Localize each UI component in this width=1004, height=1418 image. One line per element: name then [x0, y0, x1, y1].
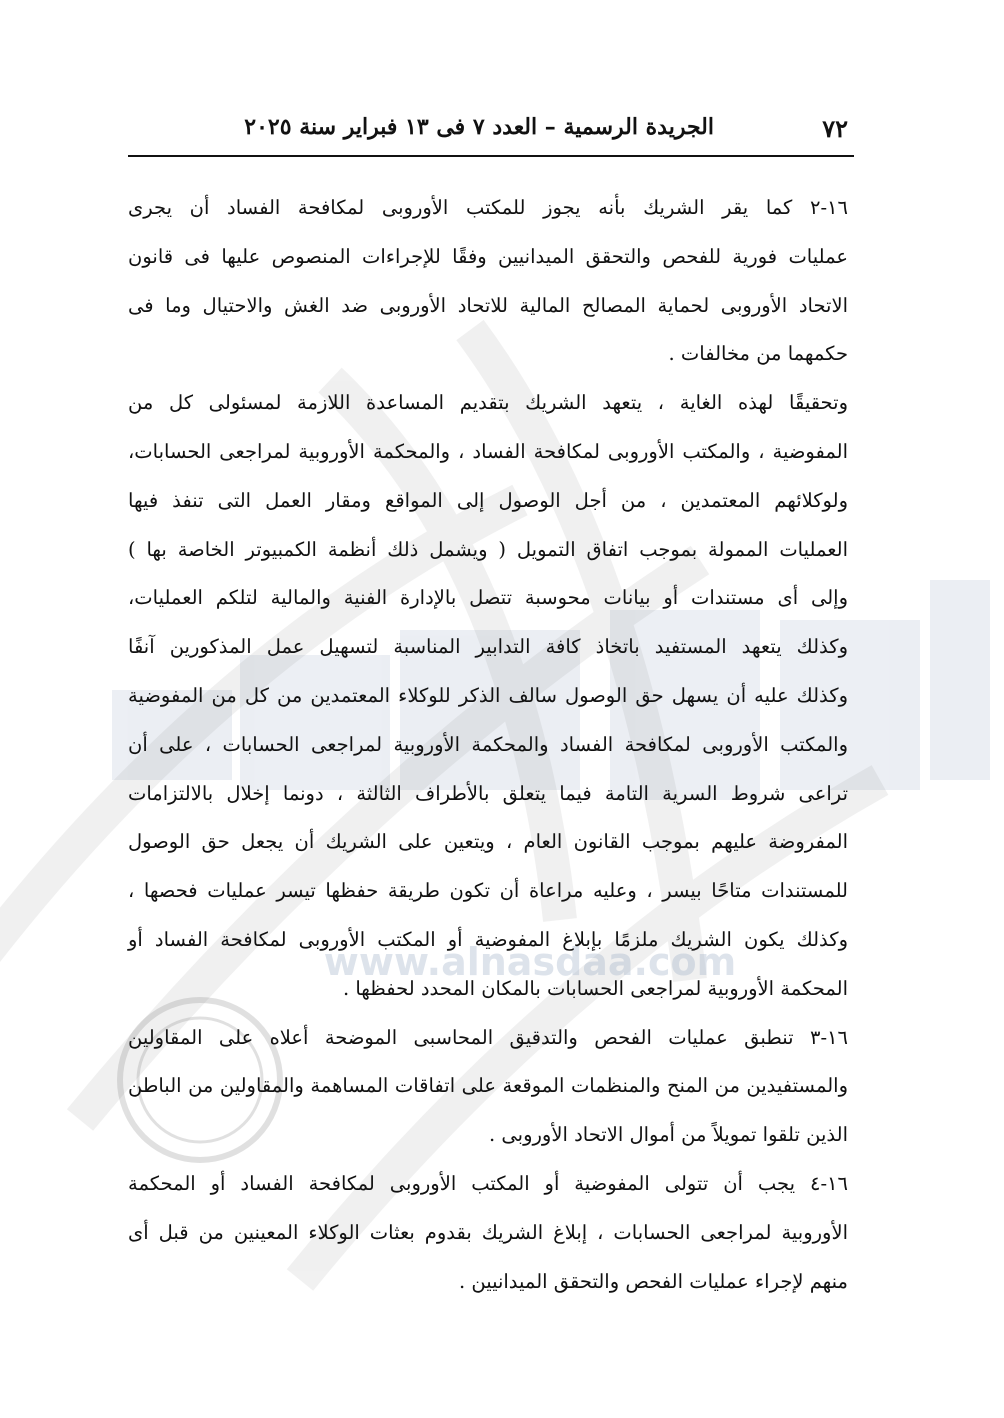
paragraph-16-3 [128, 1014, 876, 1160]
text-line: ١٦-٣ تنطبق عمليات الفحص والتدقيق المحاسبى الموضحة أعلاه على المقاولين [128, 1025, 848, 1049]
page-header [150, 112, 854, 152]
gazette-header-title: الجريدة الرسمية – العدد ٧ فى ١٣ فبراير سنة ٢٠٢٥ [244, 114, 714, 140]
text-line: ١٦-٤ يجب أن تتولى المفوضية أو المكتب الأوروبى لمكافحة الفساد أو المحكمة [128, 1171, 848, 1195]
document-body [128, 184, 876, 1306]
watermark-bar [930, 580, 990, 780]
text-line: ولوكلائهم المعتمدين ، من أجل الوصول إلى المواقع ومقار العمل التى تنفذ فيها [128, 488, 848, 512]
text-line: العمليات الممولة بموجب اتفاق التمويل ( ويشمل ذلك أنظمة الكمبيوتر الخاصة بها ) [128, 537, 848, 561]
text-line: الاتحاد الأوروبى لحماية المصالح المالية للاتحاد الأوروبى ضد الغش والاحتيال وما فى [128, 293, 848, 317]
page-number: ٧٢ [822, 114, 848, 143]
text-line: المفروضة عليهم بموجب القانون العام ، ويتعين على الشريك أن يجعل حق الوصول [128, 830, 848, 854]
text-line: المحكمة الأوروبية لمراجعى الحسابات بالمكان المحدد لحفظها . [342, 976, 848, 1000]
text-line: حكمهما من مخالفات . [668, 342, 848, 366]
header-divider [128, 155, 854, 157]
text-line: وتحقيقًا لهذه الغاية ، يتعهد الشريك بتقديم المساعدة اللازمة لمسئولى كل من [128, 391, 848, 415]
paragraph-16-2 [128, 184, 876, 379]
text-line: والمستفيدين من المنح والمنظمات الموقعة على اتفاقات المساهمة والمقاولين من الباطن [128, 1074, 848, 1098]
text-line: وإلى أى مستندات أو بيانات محوسبة تتصل بالإدارة الفنية والمالية لتلكم العمليات، [128, 586, 848, 610]
text-line: ١٦-٢ كما يقر الشريك بأنه يجوز للمكتب الأوروبى لمكافحة الفساد أن يجرى [128, 196, 848, 219]
text-line: وكذلك يكون الشريك ملزمًا بإبلاغ المفوضية أو المكتب الأوروبى لمكافحة الفساد أو [128, 927, 848, 951]
text-line: الأوروبية لمراجعى الحسابات ، إبلاغ الشريك بقدوم بعثات الوكلاء المعينين من قبل أى [128, 1220, 848, 1244]
text-line: عمليات فورية للفحص والتحقق الميدانيين وفقًا للإجراءات المنصوص عليها فى قانون [128, 244, 848, 268]
text-line: تراعى شروط السرية التامة فيما يتعلق بالأطراف الثالثة ، دونما إخلال بالالتزامات [128, 781, 848, 805]
text-line: والمكتب الأوروبى لمكافحة الفساد والمحكمة الأوروبية لمراجعى الحسابات ، على أن [128, 732, 848, 756]
text-line: المفوضية ، والمكتب الأوروبى لمكافحة الفساد ، والمحكمة الأوروبية لمراجعى الحسابات، [128, 439, 848, 463]
text-line: الذين تلقوا تمويلاً من أموال الاتحاد الأوروبى . [489, 1123, 848, 1147]
paragraph-assistance [128, 379, 876, 1013]
text-line: للمستندات متاحًا بيسر ، وعليه مراعاة أن تكون طريقة حفظها تيسر عمليات فحصها ، [128, 879, 848, 903]
text-line: وكذلك عليه أن يسهل حق الوصول سالف الذكر للوكلاء المعتمدين من كل من المفوضية [128, 683, 848, 707]
paragraph-16-4 [128, 1160, 876, 1306]
text-line: وكذلك يتعهد المستفيد باتخاذ كافة التدابير المناسبة لتسهيل عمل المذكورين آنفًا [128, 635, 848, 659]
watermark-url: www.alnasdaa.com [323, 940, 737, 984]
text-line: منهم لإجراء عمليات الفحص والتحقق الميدانيين . [458, 1269, 848, 1293]
